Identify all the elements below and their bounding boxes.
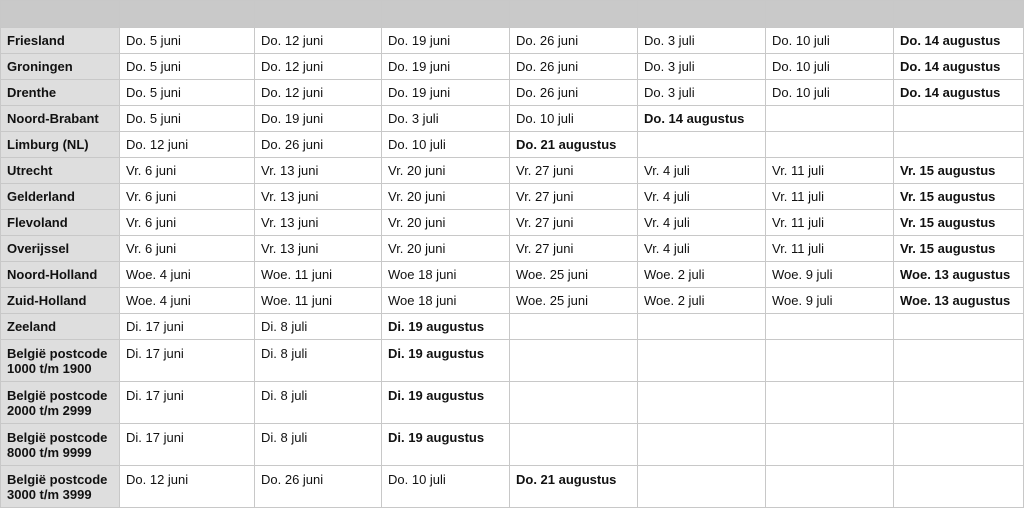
date-cell[interactable]: [766, 340, 894, 382]
date-cell[interactable]: Do. 26 juni: [255, 466, 382, 508]
date-cell[interactable]: Di. 17 juni: [120, 382, 255, 424]
date-cell[interactable]: Do. 14 augustus: [638, 106, 766, 132]
date-cell[interactable]: [894, 106, 1024, 132]
date-cell[interactable]: Do. 14 augustus: [894, 80, 1024, 106]
date-cell[interactable]: Do. 10 juli: [766, 28, 894, 54]
date-cell[interactable]: Vr. 6 juni: [120, 184, 255, 210]
header-cell[interactable]: [894, 1, 1024, 28]
date-cell[interactable]: Di. 19 augustus: [382, 314, 510, 340]
header-cell[interactable]: [1, 1, 120, 28]
region-cell[interactable]: Gelderland: [1, 184, 120, 210]
date-cell[interactable]: Woe. 2 juli: [638, 262, 766, 288]
date-cell[interactable]: Do. 12 juni: [255, 80, 382, 106]
date-cell[interactable]: Di. 19 augustus: [382, 424, 510, 466]
table-row: [1, 288, 1024, 314]
date-cell[interactable]: Do. 19 juni: [382, 80, 510, 106]
table-row: [1, 132, 1024, 158]
table-row: [1, 210, 1024, 236]
date-cell[interactable]: Vr. 27 juni: [510, 210, 638, 236]
table-row: [1, 106, 1024, 132]
date-cell[interactable]: Di. 8 juli: [255, 382, 382, 424]
date-cell[interactable]: Do. 3 juli: [638, 28, 766, 54]
header-row: [1, 1, 1024, 28]
date-cell[interactable]: Di. 8 juli: [255, 424, 382, 466]
region-cell[interactable]: België postcode 2000 t/m 2999: [1, 382, 120, 424]
date-cell[interactable]: [766, 132, 894, 158]
date-cell[interactable]: Vr. 11 juli: [766, 184, 894, 210]
date-cell[interactable]: Woe. 4 juni: [120, 262, 255, 288]
date-cell[interactable]: [894, 314, 1024, 340]
region-cell[interactable]: Utrecht: [1, 158, 120, 184]
date-cell[interactable]: [894, 132, 1024, 158]
date-cell[interactable]: Woe. 2 juli: [638, 288, 766, 314]
date-cell[interactable]: Vr. 20 juni: [382, 184, 510, 210]
region-cell[interactable]: Zuid-Holland: [1, 288, 120, 314]
date-cell[interactable]: Do. 12 juni: [120, 132, 255, 158]
date-cell[interactable]: Woe. 13 augustus: [894, 262, 1024, 288]
date-cell[interactable]: [638, 382, 766, 424]
date-cell[interactable]: Do. 10 juli: [766, 80, 894, 106]
date-cell[interactable]: Vr. 20 juni: [382, 236, 510, 262]
date-cell[interactable]: [510, 314, 638, 340]
date-cell[interactable]: Do. 5 juni: [120, 80, 255, 106]
table-row: [1, 28, 1024, 54]
table-row: [1, 158, 1024, 184]
date-cell[interactable]: Woe. 9 juli: [766, 288, 894, 314]
date-cell[interactable]: Do. 12 juni: [255, 28, 382, 54]
date-cell[interactable]: Do. 12 juni: [120, 466, 255, 508]
table-row: [1, 236, 1024, 262]
date-cell[interactable]: Di. 17 juni: [120, 424, 255, 466]
region-cell[interactable]: België postcode 1000 t/m 1900: [1, 340, 120, 382]
date-cell[interactable]: [894, 340, 1024, 382]
date-cell[interactable]: [510, 424, 638, 466]
region-cell[interactable]: Limburg (NL): [1, 132, 120, 158]
date-cell[interactable]: [766, 314, 894, 340]
date-cell[interactable]: [894, 466, 1024, 508]
date-cell[interactable]: Do. 26 juni: [255, 132, 382, 158]
date-cell[interactable]: Vr. 15 augustus: [894, 210, 1024, 236]
date-cell[interactable]: Woe 18 juni: [382, 288, 510, 314]
region-cell[interactable]: Friesland: [1, 28, 120, 54]
date-cell[interactable]: [638, 466, 766, 508]
table-row: [1, 424, 1024, 466]
date-cell[interactable]: Do. 3 juli: [638, 80, 766, 106]
region-cell[interactable]: België postcode 8000 t/m 9999: [1, 424, 120, 466]
date-cell[interactable]: Vr. 13 juni: [255, 158, 382, 184]
date-cell[interactable]: Woe. 13 augustus: [894, 288, 1024, 314]
region-cell[interactable]: Noord-Brabant: [1, 106, 120, 132]
table-row: [1, 340, 1024, 382]
date-cell[interactable]: Do. 19 juni: [382, 54, 510, 80]
table-row: [1, 382, 1024, 424]
table-row: [1, 54, 1024, 80]
date-cell[interactable]: Vr. 4 juli: [638, 236, 766, 262]
table-row: [1, 80, 1024, 106]
date-cell[interactable]: Do. 26 juni: [510, 28, 638, 54]
region-cell[interactable]: België postcode 3000 t/m 3999: [1, 466, 120, 508]
region-cell[interactable]: Flevoland: [1, 210, 120, 236]
region-cell[interactable]: Zeeland: [1, 314, 120, 340]
table-body: [1, 28, 1024, 508]
date-cell[interactable]: Do. 5 juni: [120, 106, 255, 132]
date-cell[interactable]: [766, 106, 894, 132]
date-cell[interactable]: Do. 10 juli: [382, 132, 510, 158]
table-row: [1, 184, 1024, 210]
date-cell[interactable]: Di. 17 juni: [120, 340, 255, 382]
date-cell[interactable]: Vr. 27 juni: [510, 158, 638, 184]
header-cell[interactable]: [255, 1, 382, 28]
date-cell[interactable]: [510, 340, 638, 382]
date-cell[interactable]: Vr. 4 juli: [638, 184, 766, 210]
date-cell[interactable]: [638, 424, 766, 466]
region-cell[interactable]: Groningen: [1, 54, 120, 80]
date-cell[interactable]: Do. 3 juli: [638, 54, 766, 80]
date-cell[interactable]: Woe. 11 juni: [255, 288, 382, 314]
date-cell[interactable]: Woe. 4 juni: [120, 288, 255, 314]
date-cell[interactable]: Do. 10 juli: [382, 466, 510, 508]
date-cell[interactable]: [766, 424, 894, 466]
date-cell[interactable]: Vr. 13 juni: [255, 210, 382, 236]
date-cell[interactable]: Woe. 11 juni: [255, 262, 382, 288]
date-cell[interactable]: Do. 19 juni: [382, 28, 510, 54]
date-cell[interactable]: Do. 19 juni: [255, 106, 382, 132]
region-cell[interactable]: Overijssel: [1, 236, 120, 262]
date-cell[interactable]: Vr. 6 juni: [120, 158, 255, 184]
date-cell[interactable]: [766, 466, 894, 508]
date-cell[interactable]: Woe. 9 juli: [766, 262, 894, 288]
date-cell[interactable]: Vr. 13 juni: [255, 236, 382, 262]
date-cell[interactable]: Do. 14 augustus: [894, 54, 1024, 80]
date-cell[interactable]: Di. 19 augustus: [382, 340, 510, 382]
date-cell[interactable]: Woe. 25 juni: [510, 288, 638, 314]
region-cell[interactable]: Drenthe: [1, 80, 120, 106]
date-cell[interactable]: Vr. 11 juli: [766, 236, 894, 262]
date-cell[interactable]: Di. 8 juli: [255, 314, 382, 340]
header-cell[interactable]: [120, 1, 255, 28]
header-cell[interactable]: [382, 1, 510, 28]
date-cell[interactable]: Di. 8 juli: [255, 340, 382, 382]
date-cell[interactable]: Do. 14 augustus: [894, 28, 1024, 54]
date-cell[interactable]: Vr. 15 augustus: [894, 236, 1024, 262]
date-cell[interactable]: Do. 5 juni: [120, 28, 255, 54]
date-cell[interactable]: Do. 26 juni: [510, 80, 638, 106]
date-cell[interactable]: Woe. 25 juni: [510, 262, 638, 288]
date-cell[interactable]: [510, 382, 638, 424]
date-cell[interactable]: Vr. 4 juli: [638, 158, 766, 184]
date-cell[interactable]: Vr. 13 juni: [255, 184, 382, 210]
date-cell[interactable]: Do. 21 augustus: [510, 466, 638, 508]
date-cell[interactable]: Do. 12 juni: [255, 54, 382, 80]
date-cell[interactable]: Vr. 27 juni: [510, 184, 638, 210]
header-cell[interactable]: [638, 1, 766, 28]
header-cell[interactable]: [510, 1, 638, 28]
date-cell[interactable]: [894, 424, 1024, 466]
date-cell[interactable]: Vr. 11 juli: [766, 210, 894, 236]
date-cell[interactable]: Vr. 4 juli: [638, 210, 766, 236]
table-row: [1, 466, 1024, 508]
table-row: [1, 314, 1024, 340]
date-cell[interactable]: Vr. 20 juni: [382, 158, 510, 184]
date-cell[interactable]: [638, 340, 766, 382]
date-cell[interactable]: Vr. 6 juni: [120, 210, 255, 236]
date-cell[interactable]: Vr. 6 juni: [120, 236, 255, 262]
date-cell[interactable]: Do. 21 augustus: [510, 132, 638, 158]
date-cell[interactable]: Do. 5 juni: [120, 54, 255, 80]
date-cell[interactable]: [638, 314, 766, 340]
date-cell[interactable]: [894, 382, 1024, 424]
header-cell[interactable]: [766, 1, 894, 28]
date-cell[interactable]: Vr. 27 juni: [510, 236, 638, 262]
table-row: [1, 262, 1024, 288]
date-cell[interactable]: Do. 10 juli: [766, 54, 894, 80]
date-cell[interactable]: Do. 3 juli: [382, 106, 510, 132]
date-cell[interactable]: Do. 10 juli: [510, 106, 638, 132]
date-cell[interactable]: [766, 382, 894, 424]
date-cell[interactable]: Di. 17 juni: [120, 314, 255, 340]
date-cell[interactable]: Do. 26 juni: [510, 54, 638, 80]
date-cell[interactable]: Vr. 20 juni: [382, 210, 510, 236]
date-cell[interactable]: Vr. 15 augustus: [894, 184, 1024, 210]
date-cell[interactable]: Woe 18 juni: [382, 262, 510, 288]
region-cell[interactable]: Noord-Holland: [1, 262, 120, 288]
date-cell[interactable]: Vr. 15 augustus: [894, 158, 1024, 184]
date-cell[interactable]: Vr. 11 juli: [766, 158, 894, 184]
date-cell[interactable]: Di. 19 augustus: [382, 382, 510, 424]
date-cell[interactable]: [638, 132, 766, 158]
